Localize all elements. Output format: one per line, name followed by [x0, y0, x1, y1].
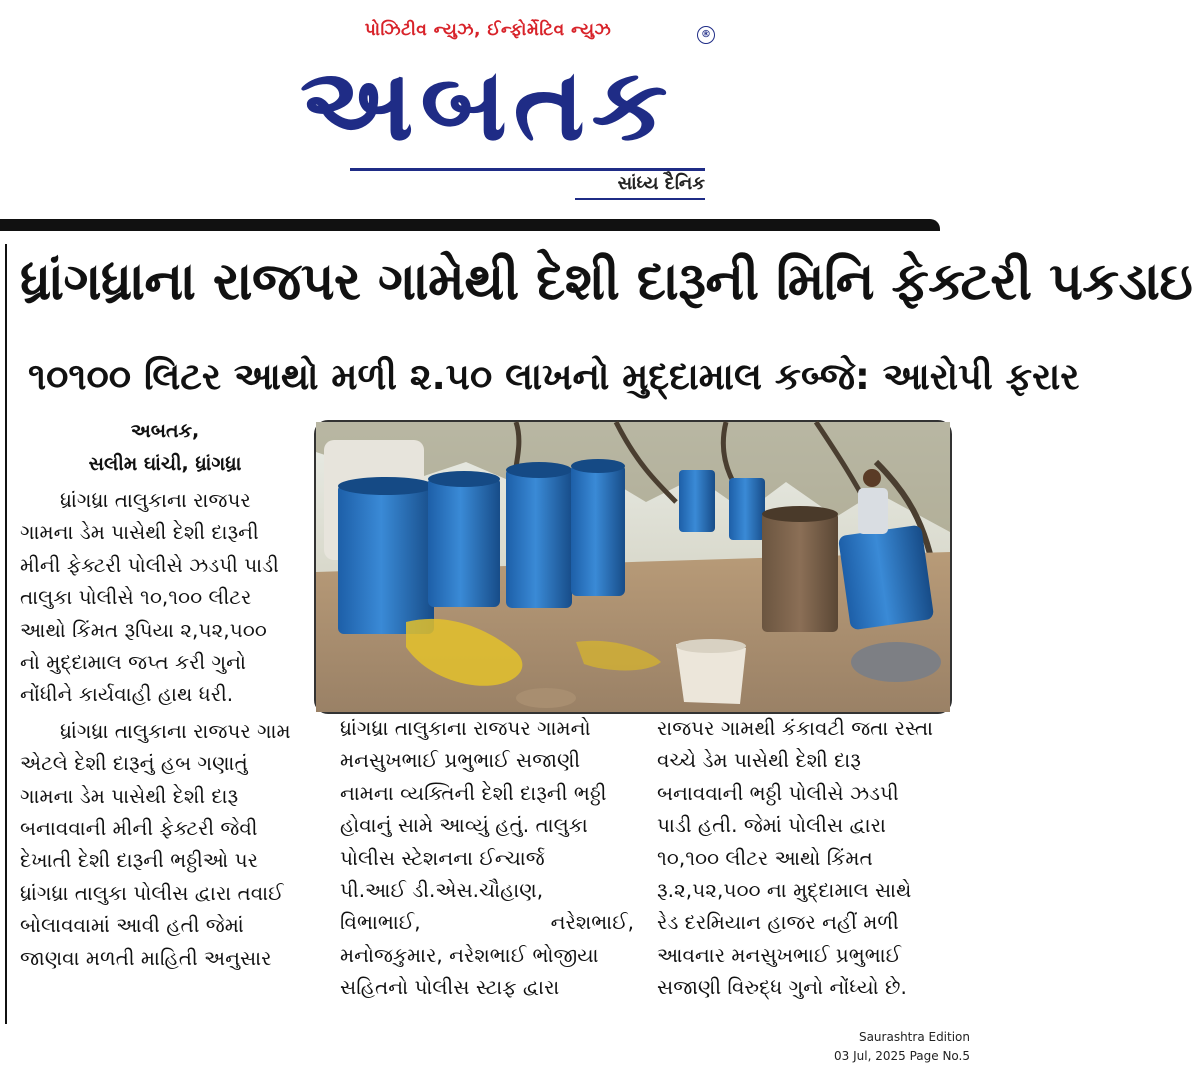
byline-source: અબતક,: [130, 420, 200, 442]
text-line: ધ્રાંગધ્રા તાલુકાના રાજપર ગામનો: [340, 716, 591, 740]
article-column-2: [340, 712, 634, 1004]
text-line: મીની ફેક્ટરી પોલીસે ઝડપી પાડી: [20, 552, 279, 577]
text-line: વિભાભાઈ, નરેશભાઈ,: [340, 910, 634, 935]
edition-underline: [575, 198, 705, 200]
text-line: ધ્રાંગધ્રા તાલુકાના રાજપર: [60, 488, 251, 512]
newspaper-logo: અબતક: [299, 46, 675, 163]
text-line: તાલુકા પોલીસે ૧૦,૧૦૦ લીટર: [20, 585, 252, 610]
registered-mark-icon: ®: [697, 26, 715, 44]
text-line: ગામના ડેમ પાસેથી દેશી દારૂની: [20, 520, 259, 545]
column-rule: [5, 244, 7, 1024]
text-line: ધ્રાંગધ્રા તાલુકા પોલીસ દ્વારા તવાઈ: [20, 880, 284, 905]
masthead-tagline: પોઝિટીવ ન્યુઝ, ઈન્ફોર્મેટિવ ન્યુઝ: [364, 20, 612, 40]
article-column-1: [20, 484, 316, 974]
text-line: રાજપર ગામથી કંકાવટી જતા રસ્તા: [657, 716, 934, 740]
text-line: આવનાર મનસુખભાઈ પ્રભુભાઈ: [657, 942, 902, 967]
text-line: બોલાવવામાં આવી હતી જેમાં: [20, 913, 244, 938]
text-line: હોવાનું સામે આવ્યું હતું. તાલુકા: [340, 813, 588, 838]
text-line: આથો કિંમત રૂપિયા ૨,૫૨,૫૦૦: [20, 617, 267, 642]
text-line: જાણવા મળતી માહિતી અનુસાર: [20, 945, 272, 970]
logo-underline: [350, 168, 705, 171]
footer-edition: Saurashtra Edition: [858, 1030, 970, 1044]
text-line: ગામના ડેમ પાસેથી દેશી દારૂ: [20, 783, 239, 808]
byline-reporter: સલીમ ઘાંચી, ધ્રાંગધ્રા: [88, 453, 242, 475]
text-line: પી.આઈ ડી.એસ.ચૌહાણ,: [340, 878, 544, 903]
text-line: રૂ.૨,૫૨,૫૦૦ ના મુદ્દામાલ સાથે: [657, 878, 912, 903]
edition-type: સાંધ્ય દૈનિક: [617, 173, 705, 194]
text-line: ૧૦,૧૦૦ લીટર આથો કિંમત: [657, 845, 873, 870]
text-line: સજાણી વિરુદ્ધ ગુનો નોંધ્યો છે.: [657, 975, 907, 1000]
article-subheadline: ૧૦૧૦૦ લિટર આથો મળી ૨.૫૦ લાખનો મુદ્દામાલ કબ્જે: આરોપી ફરાર: [28, 355, 1080, 398]
text-line: પાડી હતી. જેમાં પોલીસ દ્વારા: [657, 813, 886, 838]
page-divider: [0, 219, 940, 231]
text-line: બનાવવાની ભઠ્ઠી પોલીસે ઝડપી: [657, 780, 899, 805]
text-line: પોલીસ સ્ટેશનના ઈન્ચાર્જ: [340, 845, 545, 870]
text-line: મનોજકુમાર, નરેશભાઈ ભોજીયા: [340, 942, 599, 967]
footer-date-page: 03 Jul, 2025 Page No.5: [834, 1049, 970, 1063]
text-line: એટલે દેશી દારૂનું હબ ગણાતું: [20, 751, 248, 776]
article-headline: ધ્રાંગધ્રાના રાજપર ગામેથી દેશી દારૂની મિનિ ફેક્ટરી પકડાઇ: [20, 252, 1192, 312]
text-line: રેડ દરમિયાન હાજર નહીં મળી: [657, 910, 899, 935]
article-column-3: [657, 712, 952, 1004]
text-line: વચ્ચે ડેમ પાસેથી દેશી દારૂ: [657, 748, 861, 773]
text-line: ધ્રાંગધ્રા તાલુકાના રાજપર ગામ: [60, 718, 291, 743]
text-line: દેખાતી દેશી દારૂની ભઠ્ઠીઓ પર: [20, 848, 258, 873]
text-line: મનસુખભાઈ પ્રભુભાઈ સજાણી: [340, 748, 581, 773]
text-line: નામના વ્યક્તિની દેશી દારૂની ભઠ્ઠી: [340, 780, 607, 805]
text-line: નો મુદ્દામાલ જપ્ત કરી ગુનો: [20, 650, 247, 675]
text-line: સહિતનો પોલીસ સ્ટાફ દ્વારા: [340, 975, 560, 1000]
article-photo: [314, 420, 952, 714]
text-line: બનાવવાની મીની ફેક્ટરી જેવી: [20, 816, 258, 841]
text-line: નોંધીને કાર્યવાહી હાથ ધરી.: [20, 682, 234, 707]
